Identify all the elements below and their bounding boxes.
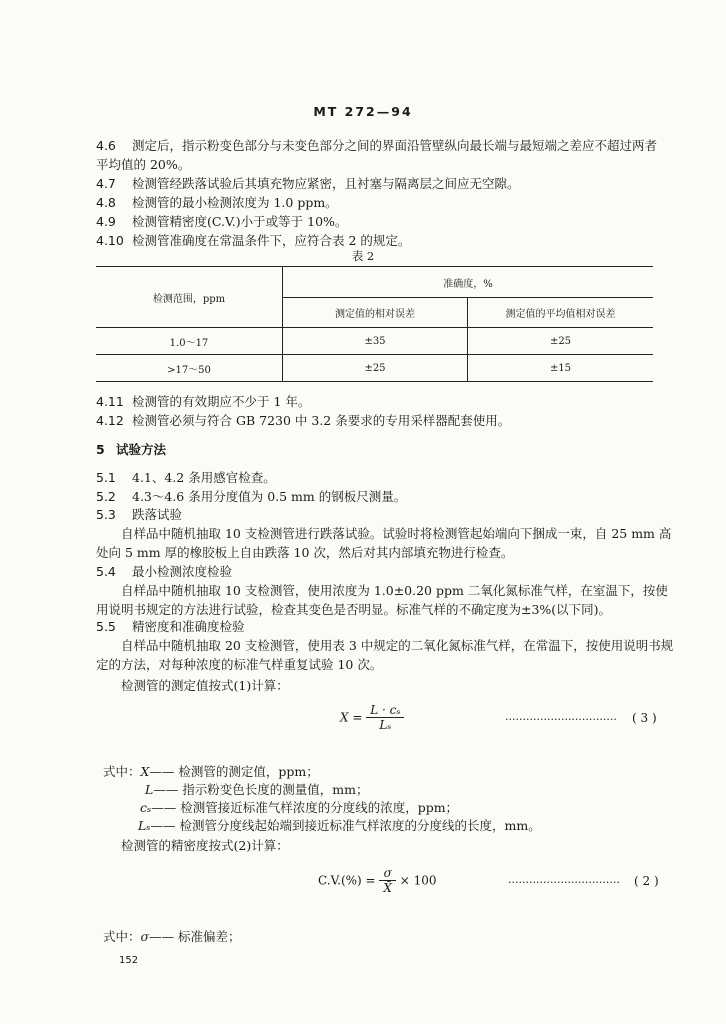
where-prefix: 式中： xyxy=(103,764,141,779)
table-row xyxy=(96,328,653,355)
clause-number: 4.6 xyxy=(96,138,116,153)
paragraph-line: 用说明书规定的方法进行试验，检查其变色是否明显。标准气样的不确定度为±3%(以下同)。 xyxy=(96,602,612,617)
formula-1 xyxy=(340,703,404,732)
clause-4-6-cont xyxy=(96,155,190,174)
section-number: 5 xyxy=(96,442,105,457)
formula-fraction xyxy=(366,703,404,732)
clause-4-8 xyxy=(96,193,338,212)
section-5-heading xyxy=(96,440,166,459)
col1-header: 测定值的相对误差 xyxy=(283,298,468,328)
where-symbol: L xyxy=(145,782,154,797)
clause-4-6 xyxy=(96,136,657,155)
where-text: —— 检测管接近标准气样浓度的分度线的浓度，ppm； xyxy=(151,800,459,815)
clause-title: 最小检测浓度检验 xyxy=(132,564,233,579)
clause-number: 5.4 xyxy=(96,564,116,579)
section-title: 试验方法 xyxy=(116,442,167,457)
col2-header: 测定值的平均值相对误差 xyxy=(468,298,654,328)
formula-2-leader: ································ xyxy=(508,876,620,889)
accuracy-table xyxy=(96,266,653,382)
clause-5-4-heading xyxy=(96,562,232,581)
formula-numerator: σ xyxy=(379,866,396,881)
where-symbol: cₛ xyxy=(140,800,152,815)
clause-title: 跌落试验 xyxy=(132,507,183,522)
clause-number: 4.9 xyxy=(96,214,116,229)
clause-5-5-heading xyxy=(96,617,245,636)
clause-number: 4.11 xyxy=(96,394,124,409)
range-cell: 1.0～17 xyxy=(96,328,283,355)
range-cell: >17～50 xyxy=(96,355,283,382)
where-symbol: Lₛ xyxy=(138,818,151,833)
clause-4-7 xyxy=(96,174,520,193)
clause-number: 4.12 xyxy=(96,413,124,428)
clause-5-2 xyxy=(96,487,406,506)
range-header: 检测范围，ppm xyxy=(96,267,283,328)
clause-number: 4.8 xyxy=(96,195,116,210)
clause-text: 测定后，指示粉变色部分与未变色部分之间的界面沿管壁纵向最长端与最短端之差应不超过两者 xyxy=(132,138,658,153)
clause-number: 4.7 xyxy=(96,176,116,191)
where-text: —— 检测管分度线起始端到接近标准气样浓度的分度线的长度，mm。 xyxy=(150,818,541,833)
formula-2 xyxy=(318,866,437,895)
clause-text: 检测管经跌落试验后其填充物应紧密，且衬塞与隔离层之间应无空隙。 xyxy=(132,176,520,191)
clause-number: 5.3 xyxy=(96,507,116,522)
where-line xyxy=(145,780,369,799)
clause-5-3-heading xyxy=(96,505,182,524)
formula-1-tag: ( 3 ) xyxy=(632,711,657,725)
where-line xyxy=(103,762,319,781)
formula-2-tag: ( 2 ) xyxy=(634,874,659,888)
paragraph-line: 自样品中随机抽取 10 支检测管，使用浓度为 1.0±0.20 ppm 二氧化氮标准气样，在室温下，按使 xyxy=(121,583,668,598)
where-text: —— 标准偏差； xyxy=(149,929,241,944)
formula-denominator: X̄ xyxy=(383,881,392,895)
formula-1-leader: ································ xyxy=(505,713,617,726)
clause-text: 检测管必须与符合 GB 7230 中 3.2 条要求的专用采样器配套使用。 xyxy=(132,413,511,428)
clause-4-12 xyxy=(96,411,510,430)
clause-4-9 xyxy=(96,212,347,231)
formula-fraction xyxy=(379,866,396,895)
formula2-intro: 检测管的精密度按式(2)计算： xyxy=(121,838,289,853)
clause-4-11 xyxy=(96,392,310,411)
formula-denominator: Lₛ xyxy=(379,718,392,732)
paragraph-line: 处向 5 mm 厚的橡胶板上自由跌落 10 次，然后对其内部填充物进行检查。 xyxy=(96,545,514,560)
where-text: —— 指示粉变色长度的测量值，mm； xyxy=(153,782,369,797)
where-text: —— 检测管的测定值，ppm； xyxy=(149,764,319,779)
clause-text: 4.1、4.2 条用感官检查。 xyxy=(132,470,276,485)
paragraph-line: 定的方法，对每种浓度的标准气样重复试验 10 次。 xyxy=(96,657,383,672)
c1-cell: ±35 xyxy=(283,328,468,355)
table-row xyxy=(96,355,653,382)
clause-number: 4.10 xyxy=(96,233,124,248)
formula-lhs: X = xyxy=(340,710,363,725)
where-symbol: σ xyxy=(140,929,150,944)
c2-cell: ±15 xyxy=(468,355,654,382)
paragraph-line: 自样品中随机抽取 20 支检测管，使用表 3 中规定的二氧化氮标准气样，在常温下，按使用说明书规 xyxy=(121,638,674,653)
clause-title: 精密度和准确度检验 xyxy=(132,619,245,634)
page-number: 152 xyxy=(119,955,139,966)
clause-text: 平均值的 20%。 xyxy=(96,157,191,172)
where-line xyxy=(140,798,458,817)
formula1-intro: 检测管的测定值按式(1)计算： xyxy=(121,678,289,693)
c2-cell: ±25 xyxy=(468,328,654,355)
paragraph-line: 自样品中随机抽取 10 支检测管进行跌落试验。试验时将检测管起始端向下捆成一束，自 25 mm 高 xyxy=(121,526,672,541)
clause-number: 5.2 xyxy=(96,489,116,504)
clause-text: 检测管准确度在常温条件下，应符合表 2 的规定。 xyxy=(132,233,411,248)
clause-5-1 xyxy=(96,468,276,487)
where-line xyxy=(138,816,541,835)
clause-number: 5.5 xyxy=(96,619,116,634)
where-symbol: X xyxy=(140,764,150,779)
clause-number: 5.1 xyxy=(96,470,116,485)
document-header: MT 272—94 xyxy=(313,104,413,119)
formula-rhs: × 100 xyxy=(399,873,437,888)
clause-text: 检测管的有效期应不少于 1 年。 xyxy=(132,394,311,409)
clause-text: 检测管的最小检测浓度为 1.0 ppm。 xyxy=(132,195,338,210)
formula-lhs: C.V.(%) = xyxy=(318,873,376,888)
clause-text: 检测管精密度(C.V.)小于或等于 10%。 xyxy=(132,214,348,229)
c1-cell: ±25 xyxy=(283,355,468,382)
table-caption: 表 2 xyxy=(351,249,375,263)
formula-numerator: L · cₛ xyxy=(366,703,404,718)
clause-text: 4.3～4.6 条用分度值为 0.5 mm 的钢板尺测量。 xyxy=(132,489,407,504)
accuracy-header: 准确度，% xyxy=(283,267,654,298)
where-prefix: 式中： xyxy=(103,929,141,944)
where-line xyxy=(103,927,241,946)
